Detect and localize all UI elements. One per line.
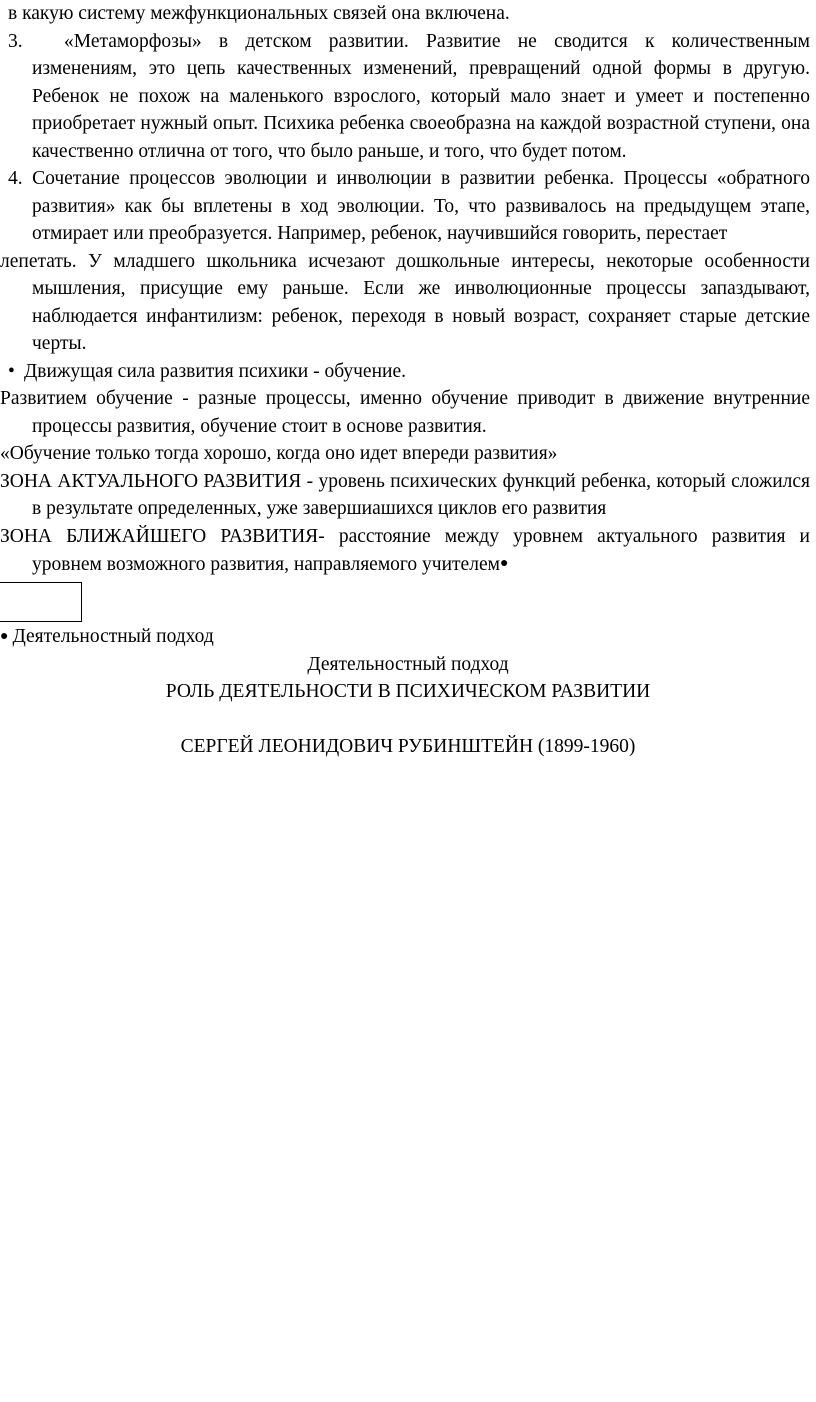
- item-3: [0, 28, 816, 166]
- intro-text: в какую систему межфункциональных связей она включена.: [8, 3, 510, 24]
- bullet-dot-icon: ●: [499, 556, 509, 571]
- quote-line: [0, 440, 816, 468]
- document-page: [0, 0, 816, 579]
- zone-actual-development-text: ЗОНА АКТУАЛЬНОГО РАЗВИТИЯ - уровень психических функций ребенка, который сложился в результате определенных, уже завершиашихся циклов его развития: [0, 470, 810, 519]
- bullet-dot-icon: ●: [0, 629, 9, 644]
- heading-rubinstein: СЕРГЕЙ ЛЕОНИДОВИЧ РУБИНШТЕЙН (1899-1960): [180, 736, 636, 757]
- item-4-continuation: [0, 248, 816, 358]
- heading-role-of-activity: РОЛЬ ДЕЯТЕЛЬНОСТИ В ПСИХИЧЕСКОМ РАЗВИТИИ: [165, 681, 651, 702]
- intro-line: [0, 0, 816, 28]
- learning-paragraph-text: Развитием обучение - разные процессы, именно обучение приводит в движение внутренние процессы развития, обучение стоит в основе развития.: [0, 388, 810, 437]
- bullet-activity-approach-text: Деятельностный подход: [12, 626, 214, 647]
- bullet-driving-force-text: Движущая сила развития психики - обучение.: [24, 360, 406, 382]
- zone-proximal-development-text: ЗОНА БЛИЖАЙШЕГО РАЗВИТИЯ- расстояние между уровнем актуального развития и уровнем возможного развития, направляемого учителем: [0, 525, 810, 575]
- item-4: [0, 165, 816, 248]
- item-4-text: 4. Сочетание процессов эволюции и инволюции в развитии ребенка. Процессы «обратного развития» как бы вплетены в ход эволюции. То, что развивалось на предыдущем этапе, отмирает или преобразуется. Например, ребенок, научившийся говорить, перестает: [8, 168, 810, 244]
- bullet-icon: •: [8, 360, 15, 382]
- zone-proximal-development: [0, 523, 816, 579]
- zone-actual-development: [0, 468, 816, 523]
- heading-activity-approach: Деятельностный подход: [307, 654, 509, 675]
- bullet-activity-approach: [0, 623, 214, 651]
- quote-text: «Обучение только тогда хорошо, когда оно идет впереди развития»: [0, 443, 558, 464]
- item-3-text: «Метаморфозы» в детском развитии. Развитие не сводится к количественным изменениям, это цепь качественных изменений, превращений одной формы в другую. Ребенок не похож на маленького взрослого, который мало знает и умеет и постепенно приобретает нужный опыт. Психика ребенка своеобразна на каждой возрастной ступени, она качественно отлична от того, что было раньше, и того, что будет потом.: [32, 30, 810, 162]
- item-4-continuation-text: лепетать. У младшего школьника исчезают дошкольные интересы, некоторые особенности мышления, присущие ему раньше. Если же инволюционные процессы запаздывают, наблюдается инфантилизм: ребенок, переходя в новый возраст, сохраняет старые детские черты.: [0, 250, 810, 354]
- empty-box: [0, 582, 82, 622]
- learning-paragraph: [0, 385, 816, 440]
- item-3-number: 3.: [8, 30, 23, 52]
- bullet-driving-force: [0, 358, 816, 386]
